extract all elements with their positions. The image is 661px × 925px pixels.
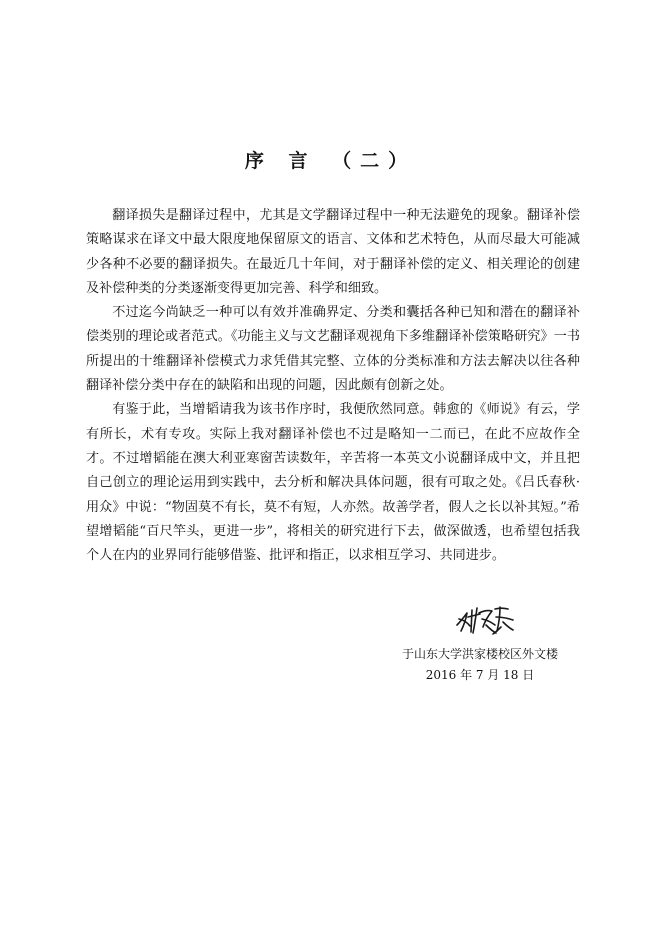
preface-title: 序 言 （二） (244, 150, 417, 172)
preface-body (86, 204, 580, 568)
paragraph-3: 有鉴于此，当增韬请我为该书作序时，我便欣然同意。韩愈的《师说》有云，学有所长，术有专攻。实际上我对翻译补偿也不过是略知一二而已，在此不应故作全才。不过增韬能在澳大利亚寒窗苦读数年，辛苦将一本英文小说翻译成中文，并且把自己创立的理论运用到实践中，去分析和解决具体问题，很有可取之处。《吕氏春秋·用众》中说：“物固莫不有长，莫不有短，人亦然。故善学者，假人之长以补其短。”希望增韬能“百尺竿头，更进一步”，将相关的研究进行下去，做深做透，也希望包括我个人在内的业界同行能够借鉴、批评和指正，以求相互学习、共同进步。 (86, 402, 580, 564)
signature-block (380, 644, 580, 686)
paragraph-2: 不过迄今尚缺乏一种可以有效并准确界定、分类和囊括各种已知和潜在的翻译补偿类别的理论或者范式。《功能主义与文艺翻译观视角下多维翻译补偿策略研究》一书所提出的十维翻译补偿模式力求凭借其完整、立体的分类标准和方法去解决以往各种翻译补偿分类中存在的缺陷和出现的问题，因此颇有创新之处。 (86, 305, 580, 394)
signature-date: 2016 年 7 月 18 日 (425, 668, 535, 682)
signature-location: 于山东大学洪家楼校区外文楼 (401, 647, 558, 661)
handwritten-signature (455, 603, 517, 637)
paragraph-1: 翻译损失是翻译过程中，尤其是文学翻译过程中一种无法避免的现象。翻译补偿策略谋求在译文中最大限度地保留原文的语言、文体和艺术特色，从而尽最大可能减少各种不必要的翻译损失。在最近几十年间，对于翻译补偿的定义、相关理论的创建及补偿种类的分类逐渐变得更加完善、科学和细致。 (86, 208, 580, 296)
